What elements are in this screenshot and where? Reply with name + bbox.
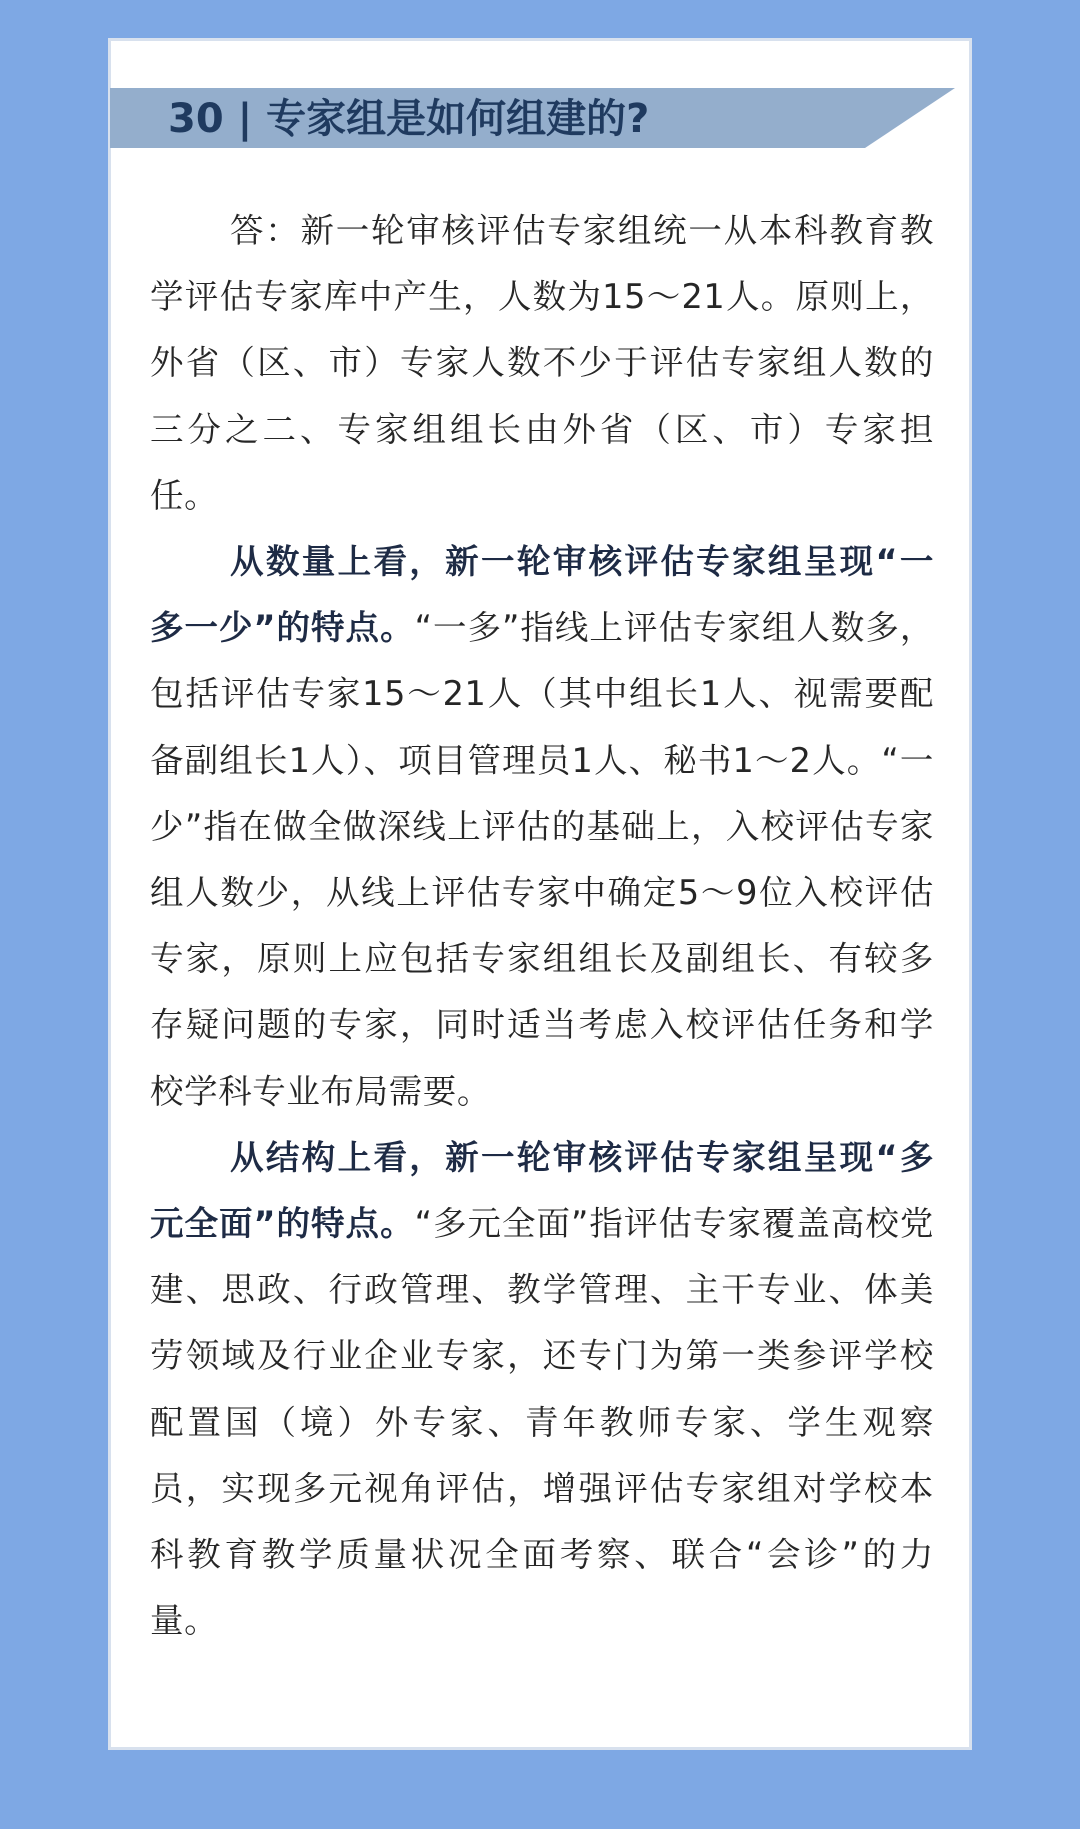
paragraph-quantity [150, 529, 934, 1125]
paragraph-text: 答：新一轮审核评估专家组统一从本科教育教学评估专家库中产生，人数为15～21人。原则上，外省（区、市）专家人数不少于评估专家组人数的三分之二、专家组组长由外省（区、市）专家担任。 [150, 211, 934, 515]
page-title: 30 | 专家组是如何组建的? [168, 96, 650, 142]
paragraph-lead: 从结构上看，新一轮审核评估专家组呈现“多元全面”的特点。 [150, 1137, 934, 1244]
paragraph-text: “一多”指线上评估专家组人数多，包括评估专家15～21人（其中组长1人、视需要配备副组长1人）、项目管理员1人、秘书1～2人。“一少”指在做全做深线上评估的基础上，入校评估专家组人数少，从线上评估专家中确定5～9位入校评估专家，原则上应包括专家组组长及副组长、有较多存疑问题的专家，同时适当考虑入校评估任务和学校学科专业布局需要。 [150, 608, 934, 1111]
paragraph-text: “多元全面”指评估专家覆盖高校党建、思政、行政管理、教学管理、主干专业、体美劳领域及行业企业专家，还专门为第一类参评学校配置国（境）外专家、青年教师专家、学生观察员，实现多元视角评估，增强评估专家组对学校本科教育教学质量状况全面考察、联合“会诊”的力量。 [150, 1204, 934, 1641]
article-body [150, 198, 934, 1654]
paragraph-structure [150, 1125, 934, 1655]
paragraph-answer [150, 198, 934, 529]
paragraph-lead: 从数量上看，新一轮审核评估专家组呈现“一多一少”的特点。 [150, 542, 934, 648]
title-banner [110, 88, 955, 148]
